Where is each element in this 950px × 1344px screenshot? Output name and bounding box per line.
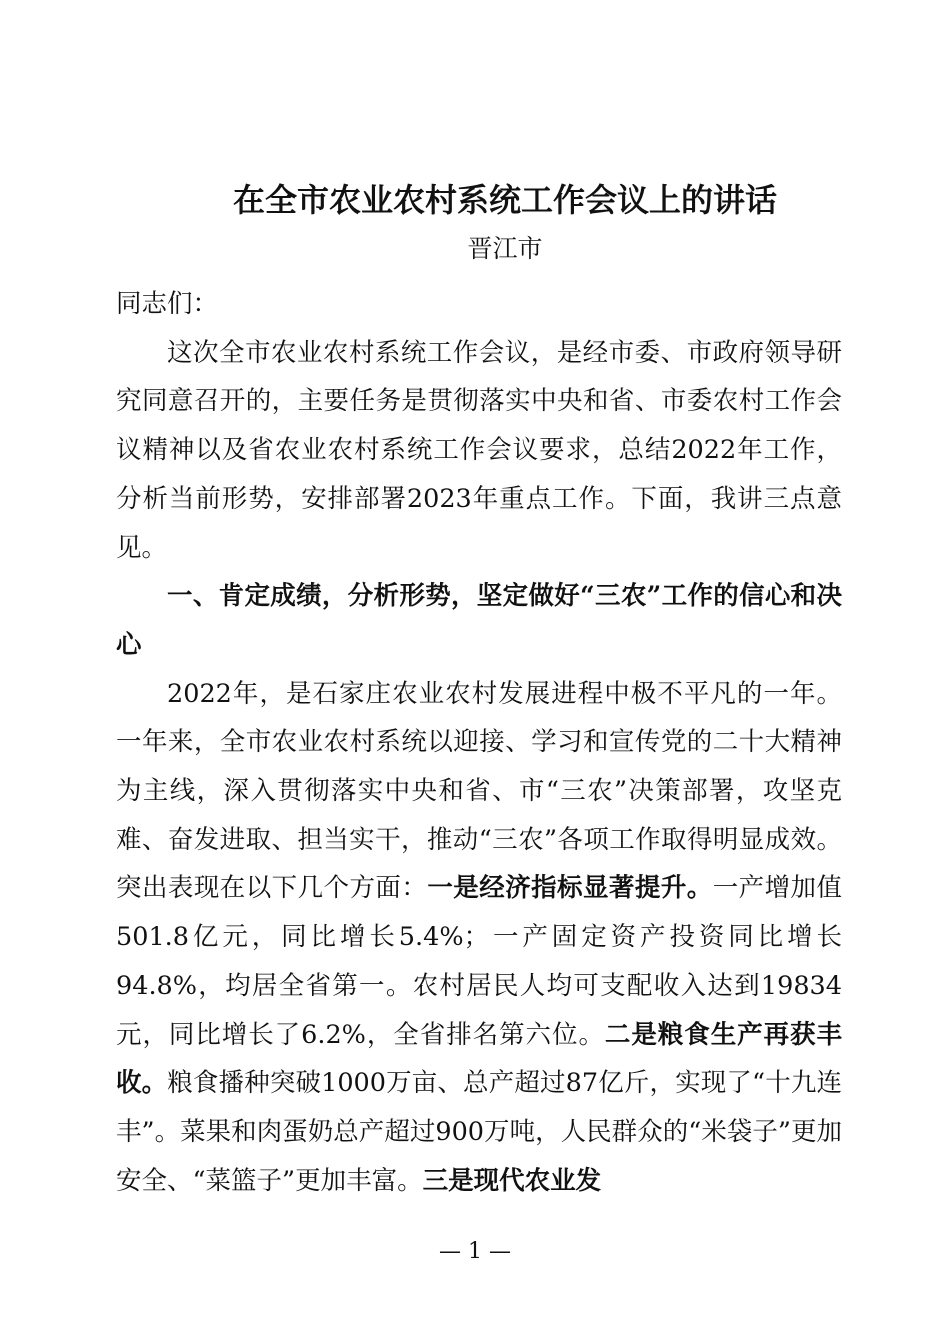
page-number: — 1 — — [439, 1239, 511, 1264]
section-heading-1: 一、肯定成绩，分析形势，坚定做好“三农”工作的信心和决心 — [116, 581, 842, 660]
point-one-heading: 一是经济指标显著提升。 — [427, 873, 713, 904]
achievements-intro-text: 2022年，是石家庄农业农村发展进程中极不平凡的一年。一年来，全市农业农村系统以迎接、学习和宣传党的二十大精神为主线，深入贯彻落实中央和省、市“三农”决策部署，攻坚克难、奋发进取、担当实干，推动“三农”各项工作取得明显成效。突出表现在以下几个方面： — [116, 678, 842, 904]
document-title: 在全市农业农村系统工作会议上的讲话 — [232, 181, 777, 219]
point-three-heading: 三是现代农业发 — [422, 1165, 602, 1196]
point-two-heading: 二是粮食生产再获丰收。 — [116, 1019, 842, 1099]
intro-paragraph: 这次全市农业农村系统工作会议，是经市委、市政府领导研究同意召开的，主要任务是贯彻落实中央和省、市委农村工作会议精神以及省农业农村系统工作会议要求，总结2022年工作，分析当前形势，安排部署2023年重点工作。下面，我讲三点意见。 — [116, 337, 842, 563]
salutation: 同志们： — [116, 289, 219, 319]
document-body — [116, 280, 842, 1205]
document-author: 晋江市 — [467, 234, 543, 263]
point-two-text: 粮食播种突破1000万亩、总产超过87亿斤，实现了“十九连丰”。菜果和肉蛋奶总产超过900万吨，人民群众的“米袋子”更加安全、“菜篮子”更加丰富。 — [116, 1068, 842, 1196]
point-one-text: 一产增加值501.8亿元，同比增长5.4%；一产固定资产投资同比增长94.8%，均居全省第一。农村居民人均可支配收入达到19834元，同比增长了6.2%，全省排名第六位。 — [116, 873, 842, 1050]
achievements-paragraph — [116, 670, 842, 1206]
